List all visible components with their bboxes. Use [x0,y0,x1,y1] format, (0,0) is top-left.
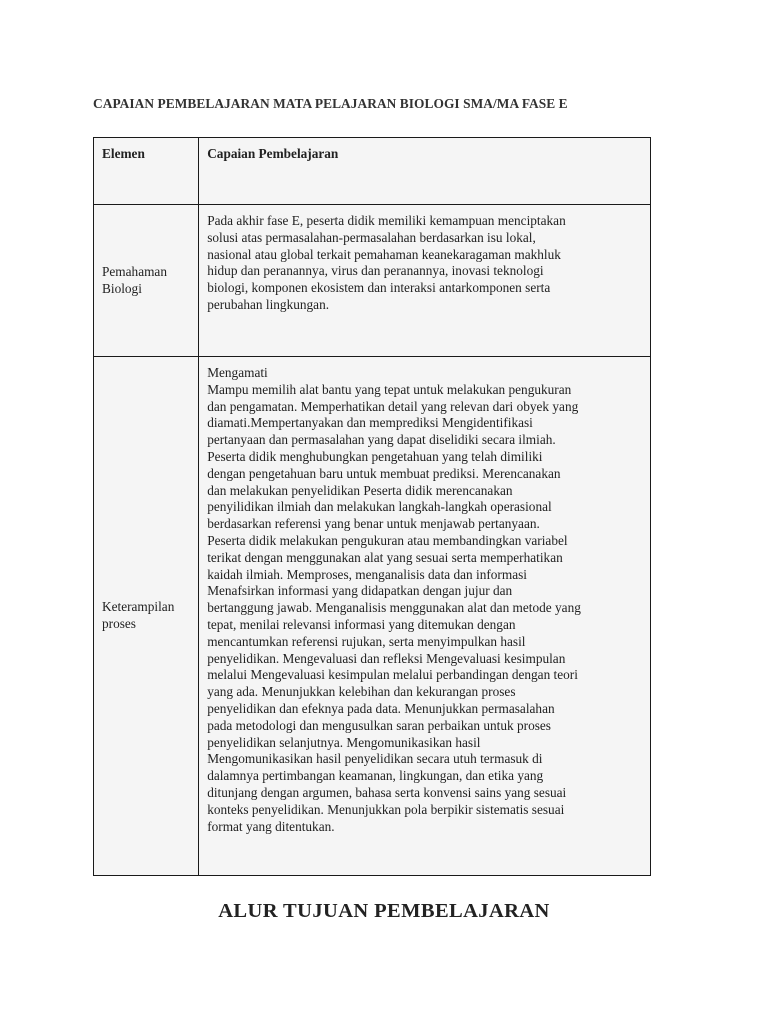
capaian-table [93,137,651,876]
capaian-cell [199,357,651,876]
table-row [94,357,651,876]
capaian-pemahaman-biologi-text: Pada akhir fase E, peserta didik memiliki kemampuan menciptakan solusi atas permasalahan-permasalahan berdasarkan isu lokal, nasional atau global terkait pemahaman keanekaragaman makhluk hidup dan peranannya, virus dan peranannya, inovasi teknologi biologi, komponen ekosistem dan interaksi antarkomponen serta perubahan lingkungan. [207,213,566,312]
table-row [94,205,651,357]
section-heading: ALUR TUJUAN PEMBELAJARAN [218,900,550,922]
capaian-cell [199,205,651,357]
elemen-cell [94,357,199,876]
elemen-cell [94,205,199,357]
header-capaian-pembelajaran: Capaian Pembelajaran [199,138,651,205]
page-title: CAPAIAN PEMBELAJARAN MATA PELAJARAN BIOLOGI SMA/MA FASE E [93,96,568,111]
header-elemen: Elemen [94,138,199,205]
table-header-row [94,138,651,205]
elemen-keterampilan-proses: Keterampilan proses [102,599,175,631]
capaian-keterampilan-proses-text: Mengamati Mampu memilih alat bantu yang tepat untuk melakukan pengukuran dan pengamatan. Memperhatikan detail yang relevan dari obyek yang diamati.Mempertanyakan dan memprediksi Mengidentifikasi pertanyaan dan permasalahan yang dapat diselidiki secara ilmiah. Peserta didik menghubungkan pengetahuan yang telah dimiliki dengan pengetahuan baru untuk membuat prediksi. Merencanakan dan melakukan penyelidikan Peserta didik merencanakan penyilidikan ilmiah dan melakukan langkah-langkah operasional berdasarkan referensi yang benar untuk menjawab pertanyaan. Peserta didik melakukan pengukuran atau membandingkan variabel terikat dengan menggunakan alat yang sesuai serta memperhatikan kaidah ilmiah. Memproses, menganalisis data dan informasi Menafsirkan informasi yang didapatkan dengan jujur dan bertanggung jawab. Menganalisis menggunakan alat dan metode yang tepat, menilai relevansi informasi yang ditemukan dengan mencantumkan referensi rujukan, serta menyimpulkan hasil penyelidikan. Mengevaluasi dan refleksi Mengevaluasi kesimpulan melalui Mengevaluasi kesimpulan melalui perbandingan dengan teori yang ada. Menunjukkan kelebihan dan kekurangan proses penyelidikan dan efeknya pada data. Menunjukkan permasalahan pada metodologi dan mengusulkan saran perbaikan untuk proses penyelidikan selanjutnya. Mengomunikasikan hasil Mengomunikasikan hasil penyelidikan secara utuh termasuk di dalamnya pertimbangan keamanan, lingkungan, dan etika yang ditunjang dengan argumen, bahasa serta konvensi sains yang sesuai konteks penyelidikan. Menunjukkan pola berpikir sistematis sesuai format yang ditentukan. [207,365,581,834]
elemen-pemahaman-biologi: Pemahaman Biologi [102,263,167,296]
